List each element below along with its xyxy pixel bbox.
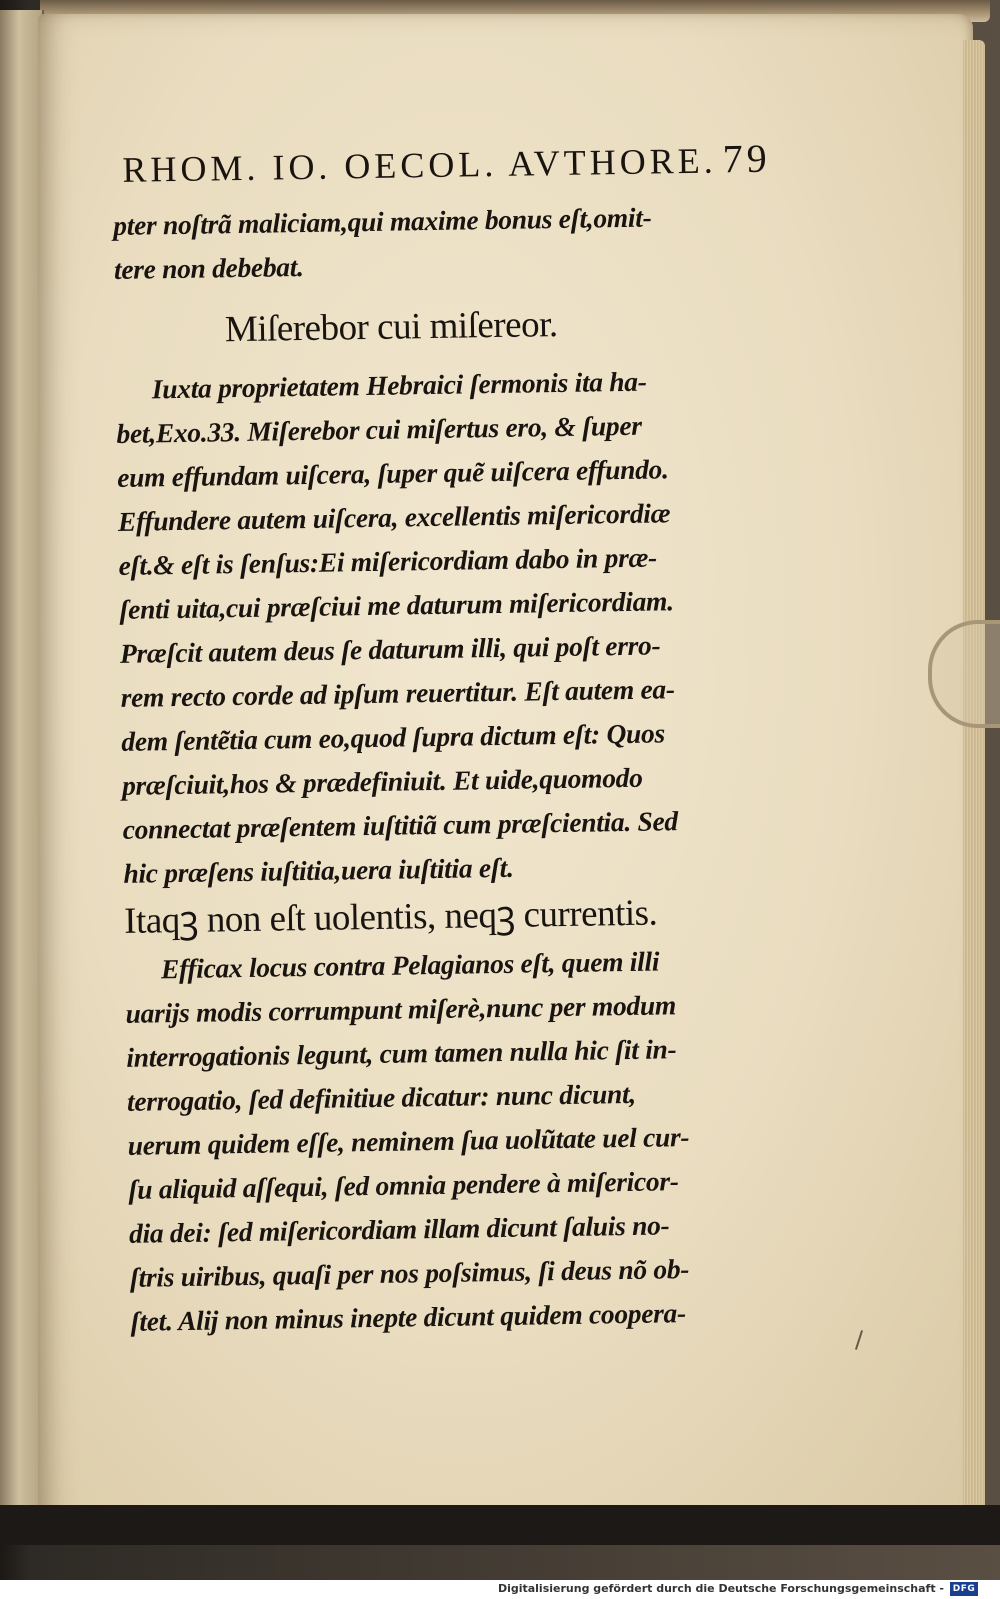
page-fore-edge	[963, 40, 985, 1520]
paragraph-efficax	[125, 937, 811, 1344]
text-line: ſu aliquid aſſequi, ſed omnia pendere à miſericor-	[128, 1165, 679, 1205]
text-line: eum effundam uiſcera, ſuper quẽ uiſcera effundo.	[116, 453, 669, 493]
section-heading-2: Itaqꝫ non eſt uolentis, neqꝫ currentis.	[123, 892, 658, 942]
text-line: dem ſentẽtia cum eo,quod ſupra dictum eſt: Quos	[121, 717, 666, 757]
paragraph-continuation	[113, 193, 794, 292]
text-line: eſt.& eſt is ſenſus:Ei miſericordiam dabo in præ-	[118, 541, 658, 581]
text-line: pter noſtrã maliciam,qui maxime bonus eſt,omit-	[113, 201, 652, 241]
scan-bottom-border	[0, 1505, 1000, 1545]
text-line: rem recto corde ad ipſum reuertitur. Eſt autem ea-	[120, 673, 675, 713]
text-line: terrogatio, ſed definitiue dicatur: nunc dicunt,	[126, 1077, 637, 1117]
section-heading-1: Miſerebor cui miſereor.	[224, 304, 558, 351]
text-line: ſenti uita,cui præſciui me daturum miſericordiam.	[119, 585, 674, 625]
dfg-logo: DFG	[950, 1582, 978, 1596]
text-line: bet,Exo.33. Miſerebor cui miſertus ero, & ſuper	[116, 409, 642, 449]
digitization-footer	[0, 1580, 1000, 1599]
text-line: ſtris uiribus, quaſi per nos poſsimus, ſi deus nõ ob-	[129, 1253, 690, 1293]
running-head-title: RHOM. IO. OECOL. AVTHORE.	[122, 140, 717, 190]
paragraph-iuxta	[116, 357, 804, 896]
text-line: Iuxta proprietatem Hebraici ſermonis ita ha-	[151, 365, 647, 405]
text-line: dia dei: ſed miſericordiam illam dicunt ſaluis no-	[128, 1209, 670, 1249]
text-line: uerum quidem eſſe, neminem ſua uolũtate uel cur-	[127, 1121, 690, 1161]
text-line: connectat præſentem iuſtitiã cum præſcientia. Sed	[122, 805, 679, 845]
text-line: Præſcit autem deus ſe daturum illi, qui poſt erro-	[119, 629, 661, 669]
text-line: uarijs modis corrumpunt miſerè,nunc per modum	[125, 989, 677, 1029]
text-line: præſciuit,hos & prædefiniuit. Et uide,quomodo	[121, 761, 643, 801]
running-head	[122, 134, 793, 192]
funding-credit: Digitalisierung gefördert durch die Deutsche Forschungsgemeinschaft -	[497, 1582, 944, 1595]
text-line: Effundere autem uiſcera, excellentis miſericordiæ	[117, 497, 671, 537]
text-line: Efficax locus contra Pelagianos eſt, quem illi	[160, 945, 660, 985]
text-line: tere non debebat.	[113, 251, 304, 285]
text-line: ſtet. Alij non minus inepte dicunt quidem coopera-	[130, 1297, 687, 1337]
text-line: interrogationis legunt, cum tamen nulla hic ſit in-	[126, 1033, 677, 1073]
page-text-block	[112, 134, 811, 1344]
text-line: hic præſens iuſtitia,uera iuſtitia eſt.	[123, 851, 514, 889]
folio-number: 79	[722, 135, 772, 182]
